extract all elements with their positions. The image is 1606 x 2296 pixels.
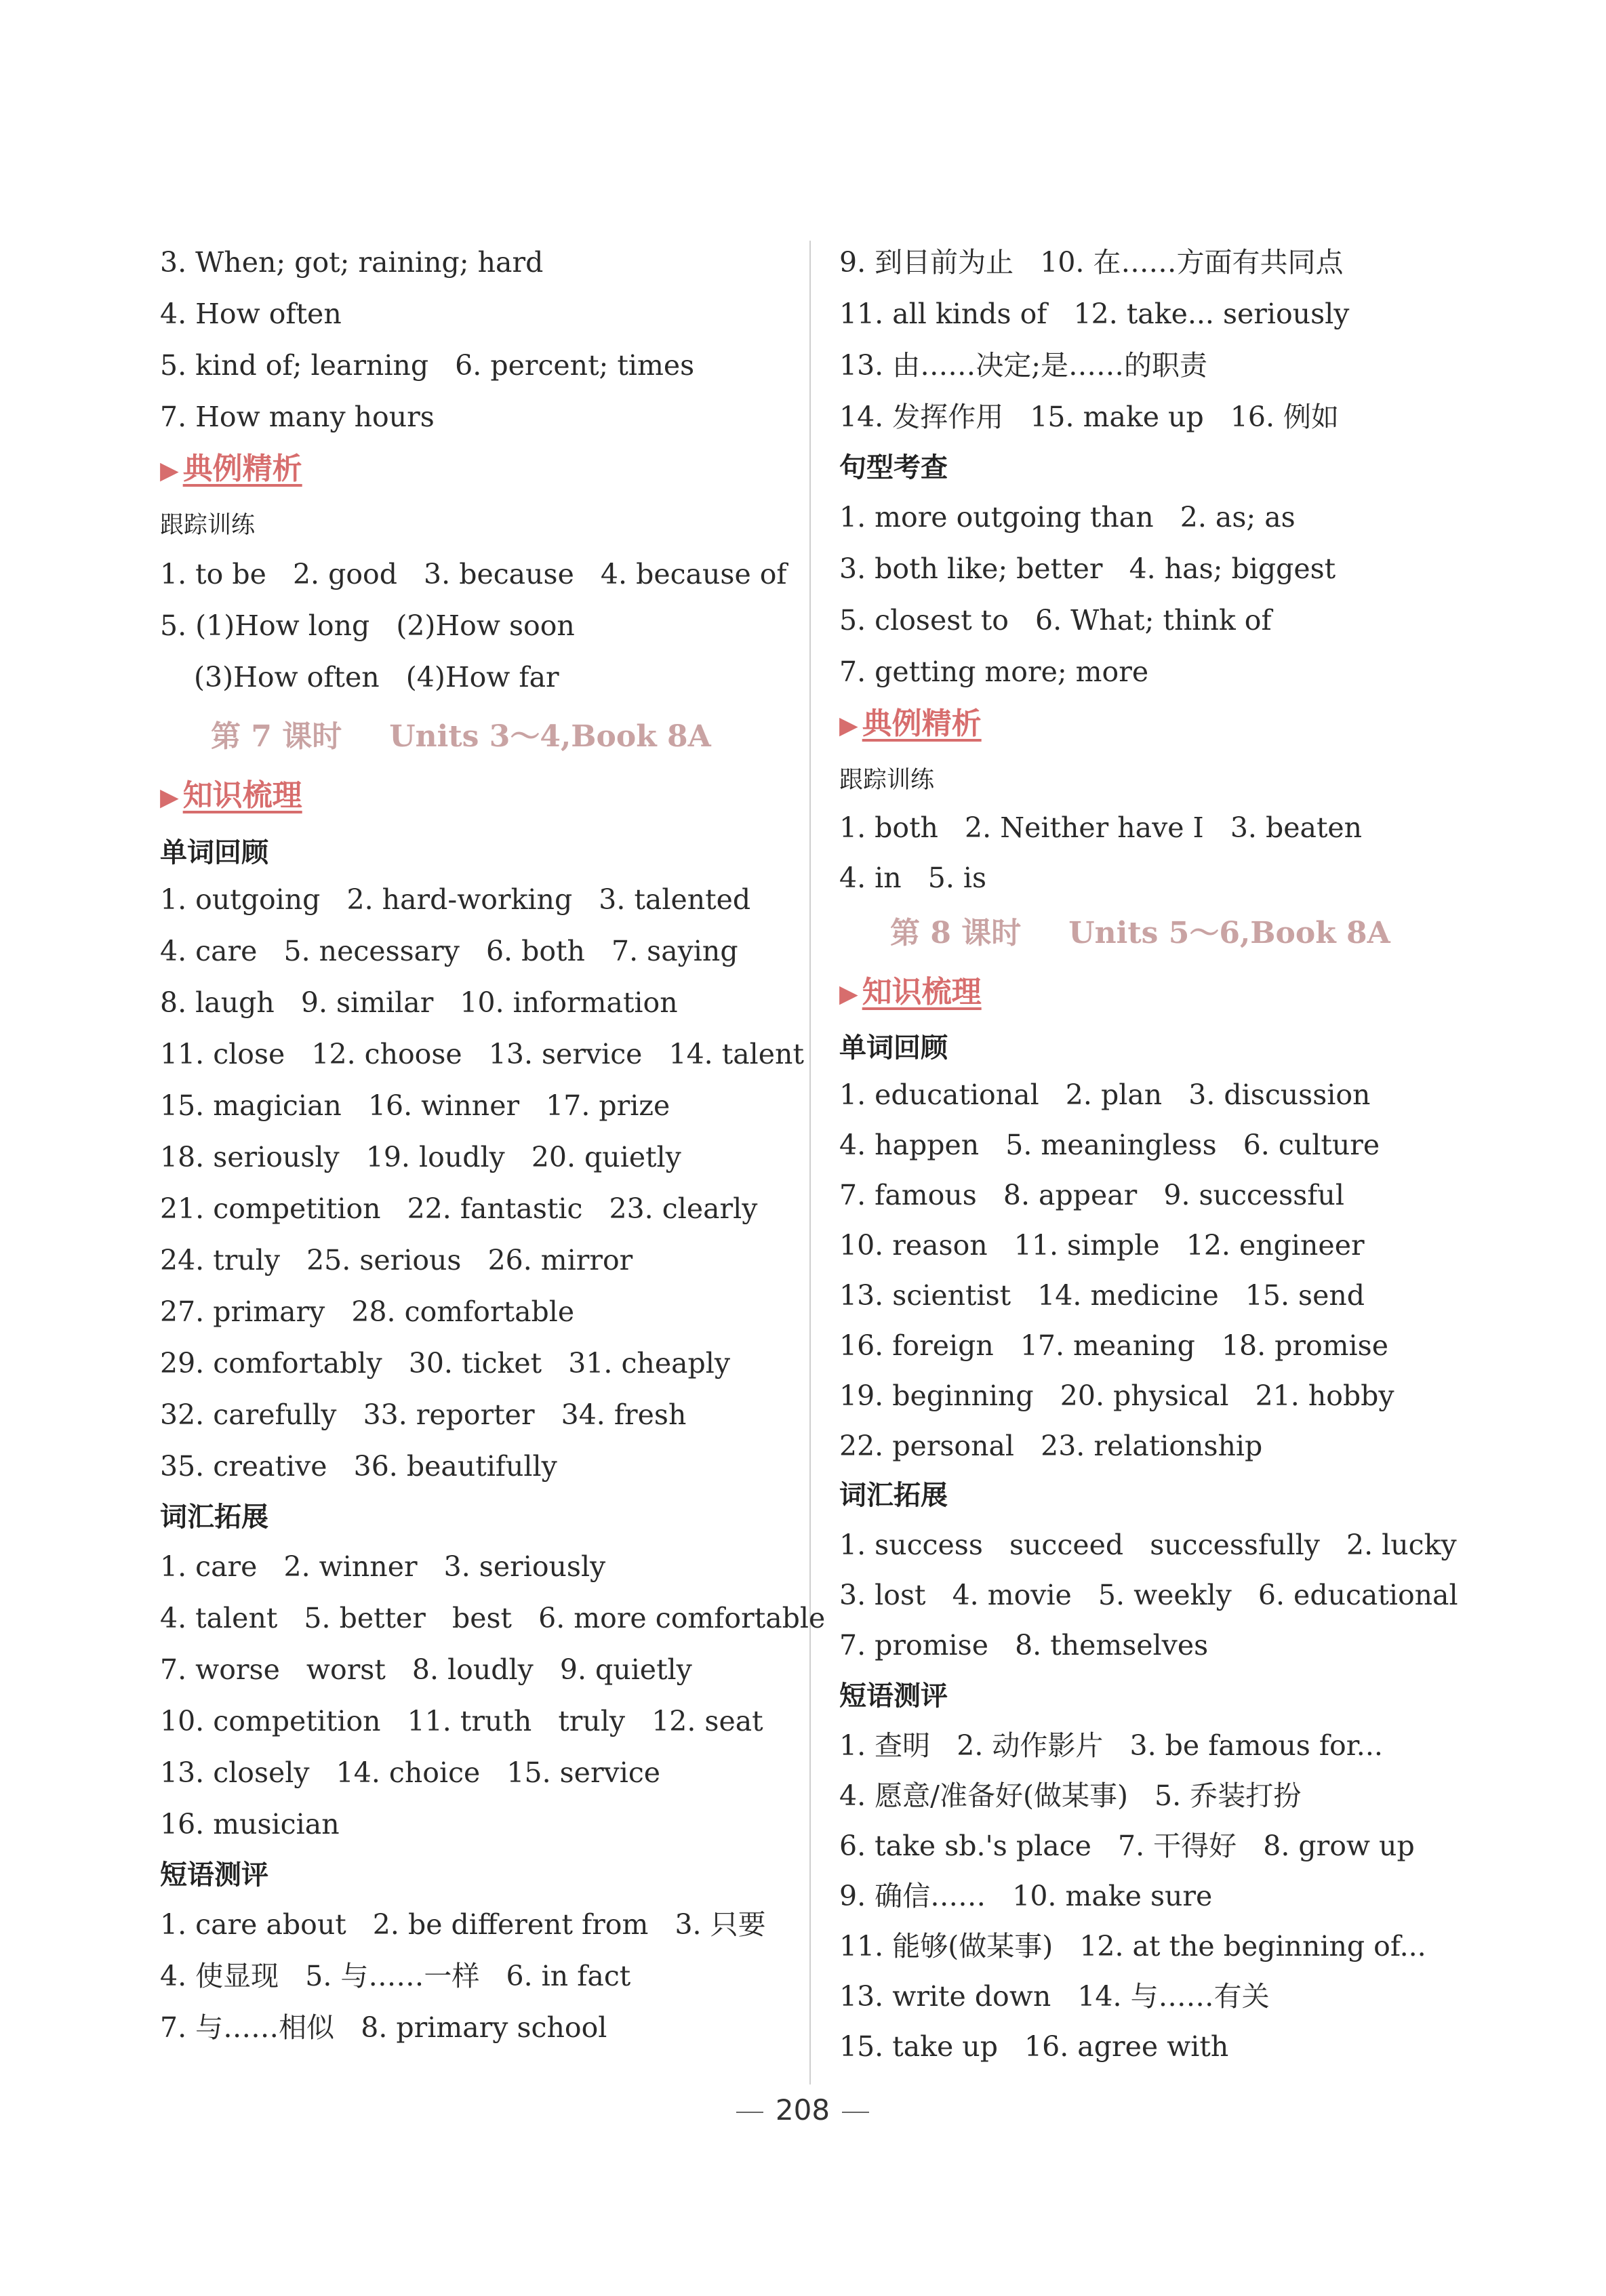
answer-line: 13. scientist 14. medicine 15. send bbox=[839, 1279, 1365, 1312]
answer-line: 1. 查明 2. 动作影片 3. be famous for... bbox=[839, 1729, 1383, 1762]
answer-line: 14. 发挥作用 15. make up 16. 例如 bbox=[839, 401, 1340, 433]
section-heading-knowledge: ▶ 知识梳理 bbox=[160, 778, 302, 813]
subheading-vocab-extension: 词汇拓展 bbox=[839, 1480, 948, 1511]
lesson-title-7: 第 7 课时 Units 3～4,Book 8A bbox=[211, 719, 711, 754]
answer-line: 7. famous 8. appear 9. successful bbox=[839, 1179, 1344, 1211]
answer-line: 1. educational 2. plan 3. discussion bbox=[839, 1079, 1371, 1111]
answer-line: 7. How many hours bbox=[160, 401, 435, 433]
answer-line: 11. close 12. choose 13. service 14. talent bbox=[160, 1038, 804, 1070]
section-heading-example: ▶ 典例精析 bbox=[160, 451, 302, 486]
answer-line: 7. getting more; more bbox=[839, 656, 1149, 688]
answer-line: 7. worse worst 8. loudly 9. quietly bbox=[160, 1653, 692, 1686]
answer-line: 24. truly 25. serious 26. mirror bbox=[160, 1244, 633, 1276]
answer-line: 5. closest to 6. What; think of bbox=[839, 604, 1272, 637]
answer-line: 10. reason 11. simple 12. engineer bbox=[839, 1229, 1365, 1262]
answer-line: 11. 能够(做某事) 12. at the beginning of... bbox=[839, 1930, 1426, 1962]
answer-line: 4. How often bbox=[160, 298, 342, 330]
answer-line: 16. foreign 17. meaning 18. promise bbox=[839, 1329, 1388, 1362]
answer-line: 13. closely 14. choice 15. service bbox=[160, 1756, 661, 1789]
subheading-word-review: 单词回顾 bbox=[839, 1032, 948, 1064]
answer-line: 1. care about 2. be different from 3. 只要 bbox=[160, 1908, 766, 1941]
answer-line: 1. outgoing 2. hard-working 3. talented bbox=[160, 883, 751, 916]
lesson-title-8: 第 8 课时 Units 5～6,Book 8A bbox=[890, 916, 1390, 950]
answer-line: 9. 确信…… 10. make sure bbox=[839, 1880, 1213, 1912]
answer-line: 32. carefully 33. reporter 34. fresh bbox=[160, 1398, 687, 1431]
answer-line: 4. talent 5. better best 6. more comfortable bbox=[160, 1602, 826, 1634]
answer-line: 27. primary 28. comfortable bbox=[160, 1295, 575, 1328]
triangle-icon: ▶ bbox=[839, 980, 858, 1008]
answer-line: 21. competition 22. fantastic 23. clearly bbox=[160, 1192, 758, 1225]
subheading-vocab-extension: 词汇拓展 bbox=[160, 1502, 268, 1533]
answer-line: 4. care 5. necessary 6. both 7. saying bbox=[160, 935, 738, 967]
answer-line: 1. to be 2. good 3. because 4. because of bbox=[160, 558, 787, 590]
answer-line: 15. take up 16. agree with bbox=[839, 2030, 1229, 2063]
subheading-word-review: 单词回顾 bbox=[160, 837, 268, 868]
answer-line: 35. creative 36. beautifully bbox=[160, 1450, 557, 1483]
answer-line: 16. musician bbox=[160, 1808, 340, 1840]
answer-line: 4. happen 5. meaningless 6. culture bbox=[839, 1129, 1380, 1161]
answer-line: 1. both 2. Neither have I 3. beaten bbox=[839, 811, 1363, 844]
answer-line: 3. When; got; raining; hard bbox=[160, 246, 544, 279]
answer-line: 1. more outgoing than 2. as; as bbox=[839, 501, 1296, 533]
answer-line: 1. care 2. winner 3. seriously bbox=[160, 1550, 606, 1583]
footer-dash bbox=[736, 2112, 763, 2113]
answer-line: 13. 由……决定;是……的职责 bbox=[839, 349, 1208, 382]
answer-line: 18. seriously 19. loudly 20. quietly bbox=[160, 1141, 681, 1173]
triangle-icon: ▶ bbox=[839, 712, 858, 740]
section-heading-example: ▶ 典例精析 bbox=[839, 706, 982, 741]
subheading-phrase-test: 短语测评 bbox=[839, 1680, 948, 1712]
triangle-icon: ▶ bbox=[160, 784, 179, 811]
answer-line: 29. comfortably 30. ticket 31. cheaply bbox=[160, 1347, 731, 1379]
footer-dash bbox=[842, 2112, 869, 2113]
answer-line: (3)How often (4)How far bbox=[194, 661, 559, 693]
subheading-sentence-check: 句型考查 bbox=[839, 452, 948, 483]
subheading-track-training: 跟踪训练 bbox=[839, 767, 935, 794]
answer-line: 4. 愿意/准备好(做某事) 5. 乔装打扮 bbox=[839, 1779, 1302, 1812]
answer-line: 6. take sb.'s place 7. 干得好 8. grow up bbox=[839, 1830, 1415, 1862]
answer-line: 3. lost 4. movie 5. weekly 6. educational bbox=[839, 1579, 1458, 1611]
answer-line: 3. both like; better 4. has; biggest bbox=[839, 552, 1336, 585]
left-column bbox=[160, 0, 858, 2296]
answer-line: 22. personal 23. relationship bbox=[839, 1430, 1263, 1462]
subheading-phrase-test: 短语测评 bbox=[160, 1859, 268, 1891]
section-heading-knowledge: ▶ 知识梳理 bbox=[839, 975, 982, 1009]
answer-line: 7. 与……相似 8. primary school bbox=[160, 2011, 607, 2044]
page-footer bbox=[719, 2091, 887, 2129]
answer-line: 11. all kinds of 12. take... seriously bbox=[839, 298, 1350, 330]
answer-line: 19. beginning 20. physical 21. hobby bbox=[839, 1379, 1394, 1412]
answer-line: 1. success succeed successfully 2. lucky bbox=[839, 1529, 1457, 1561]
answer-line: 4. 使显现 5. 与……一样 6. in fact bbox=[160, 1960, 631, 1992]
answer-line: 13. write down 14. 与……有关 bbox=[839, 1980, 1270, 2013]
page-number: 208 bbox=[775, 2093, 830, 2127]
answer-line: 7. promise 8. themselves bbox=[839, 1629, 1209, 1661]
answer-line: 9. 到目前为止 10. 在……方面有共同点 bbox=[839, 246, 1344, 279]
triangle-icon: ▶ bbox=[160, 457, 179, 485]
answer-line: 10. competition 11. truth truly 12. seat bbox=[160, 1705, 763, 1737]
right-column bbox=[839, 0, 1538, 2296]
answer-line: 8. laugh 9. similar 10. information bbox=[160, 986, 678, 1019]
subheading-track-training: 跟踪训练 bbox=[160, 512, 256, 539]
answer-line: 4. in 5. is bbox=[839, 862, 987, 894]
answer-line: 5. kind of; learning 6. percent; times bbox=[160, 349, 695, 382]
answer-line: 5. (1)How long (2)How soon bbox=[160, 609, 575, 642]
answer-line: 15. magician 16. winner 17. prize bbox=[160, 1089, 670, 1122]
